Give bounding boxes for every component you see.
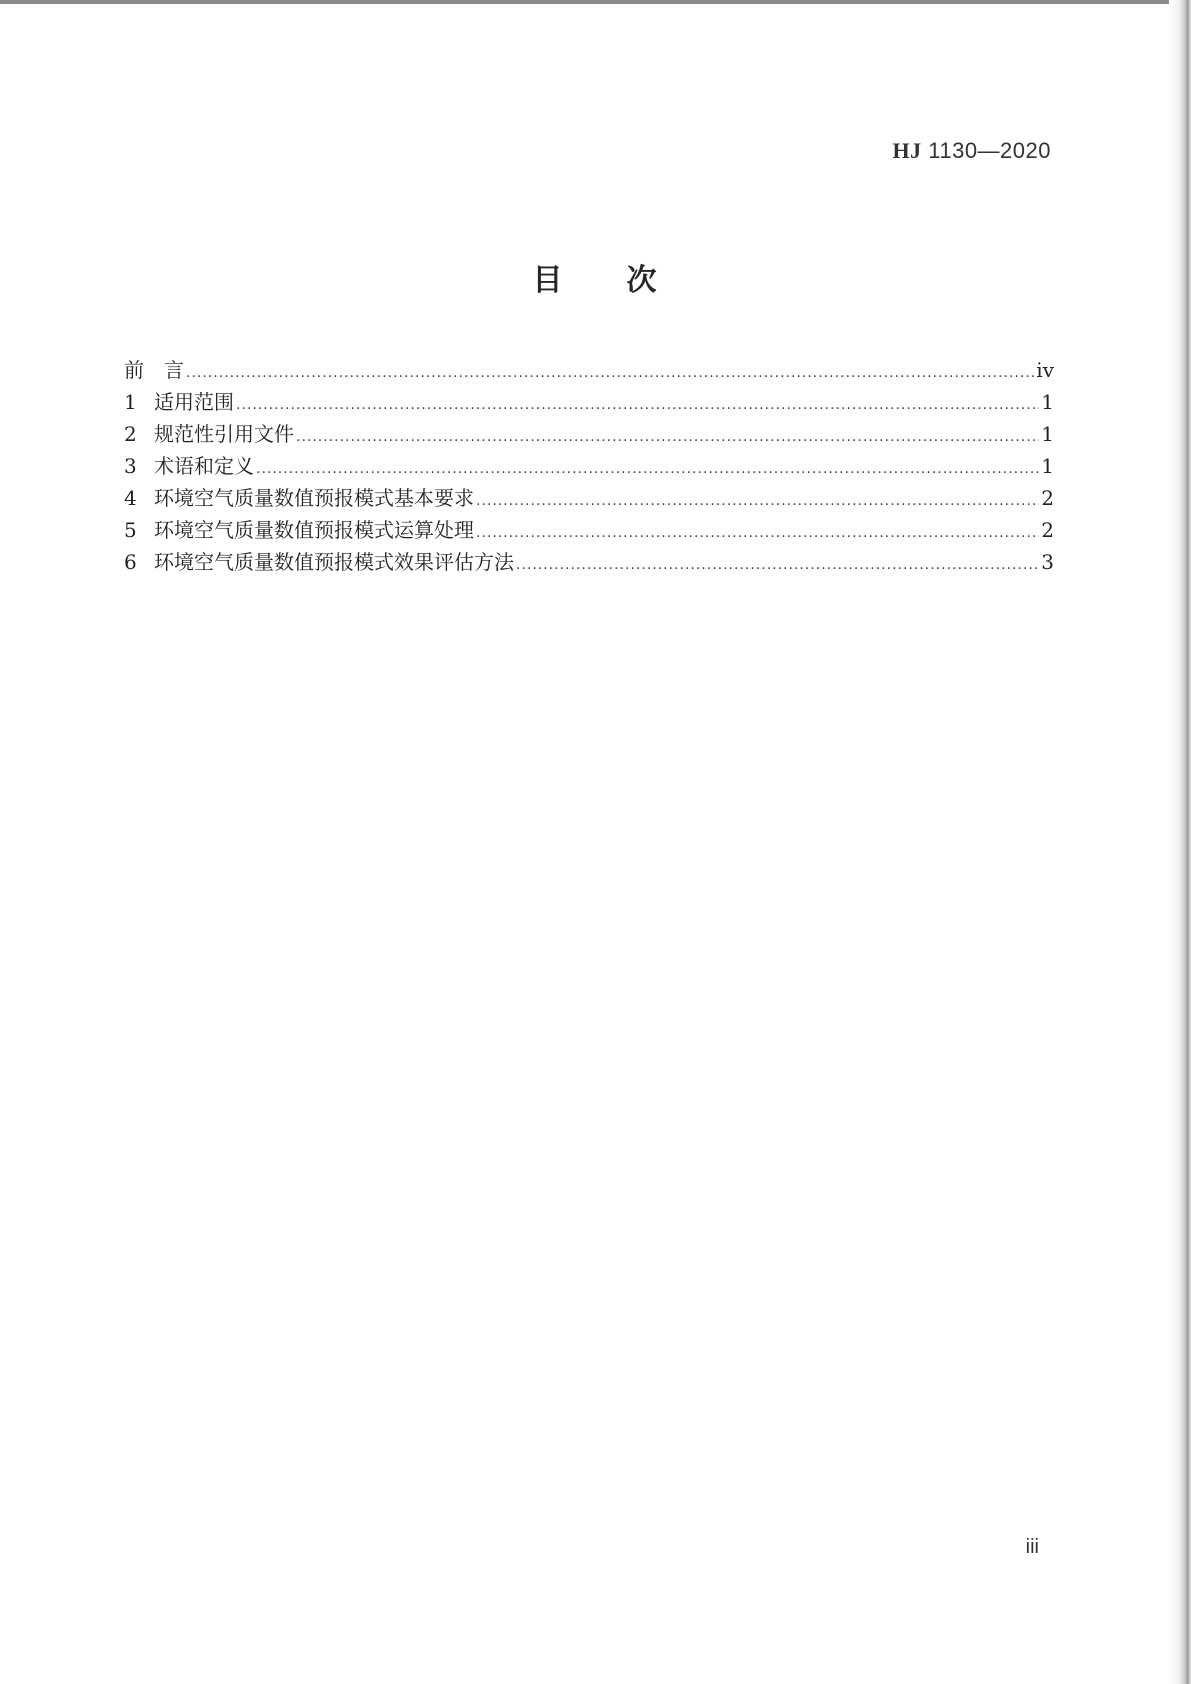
toc-entry-page: 1 xyxy=(1041,422,1054,446)
toc-leader-dots xyxy=(476,517,1039,549)
toc-entry-page: 1 xyxy=(1041,454,1054,478)
toc-entry-page: 2 xyxy=(1041,486,1054,510)
toc-entry-number: 5 xyxy=(124,518,137,542)
toc-entry-page: 1 xyxy=(1041,390,1054,414)
toc-leader-dots xyxy=(186,357,1034,389)
toc-entry-4[interactable] xyxy=(124,482,1054,514)
toc-entry-page: iv xyxy=(1036,358,1054,382)
toc-entry-2[interactable] xyxy=(124,418,1054,450)
toc-entry-page: 2 xyxy=(1041,518,1054,542)
document-code xyxy=(893,138,1052,164)
document-code-prefix: HJ xyxy=(892,138,922,163)
toc-entry-5[interactable] xyxy=(124,514,1054,546)
table-of-contents xyxy=(124,354,1054,578)
toc-entry-6[interactable] xyxy=(124,546,1054,578)
toc-heading-char-2: 次 xyxy=(626,263,659,298)
toc-leader-dots xyxy=(256,453,1039,485)
toc-entry-title: 环境空气质量数值预报模式效果评估方法 xyxy=(154,550,514,574)
document-code-number: 1130—2020 xyxy=(928,138,1051,163)
page-number: iii xyxy=(1025,1536,1039,1558)
toc-leader-dots xyxy=(236,389,1039,421)
toc-entry-page: 3 xyxy=(1041,550,1054,574)
scan-top-edge xyxy=(0,0,1191,4)
toc-entry-title: 环境空气质量数值预报模式运算处理 xyxy=(154,518,474,542)
scan-right-edge xyxy=(1169,0,1191,1684)
toc-entry-number: 2 xyxy=(124,422,137,446)
toc-heading xyxy=(0,255,1191,299)
toc-entry-number: 1 xyxy=(124,390,137,414)
toc-entry-preface[interactable] xyxy=(124,354,1054,386)
toc-entry-title: 前 言 xyxy=(124,358,184,382)
toc-entry-1[interactable] xyxy=(124,386,1054,418)
toc-heading-char-1: 目 xyxy=(532,263,565,298)
toc-entry-number: 3 xyxy=(124,454,137,478)
toc-entry-title: 术语和定义 xyxy=(154,454,254,478)
toc-entry-title: 适用范围 xyxy=(154,390,234,414)
toc-entry-number: 4 xyxy=(124,486,137,510)
toc-entry-3[interactable] xyxy=(124,450,1054,482)
toc-leader-dots xyxy=(476,485,1039,517)
toc-leader-dots xyxy=(516,549,1039,581)
toc-entry-title: 规范性引用文件 xyxy=(154,422,294,446)
toc-entry-title: 环境空气质量数值预报模式基本要求 xyxy=(154,486,474,510)
toc-entry-number: 6 xyxy=(124,550,137,574)
toc-leader-dots xyxy=(296,421,1039,453)
